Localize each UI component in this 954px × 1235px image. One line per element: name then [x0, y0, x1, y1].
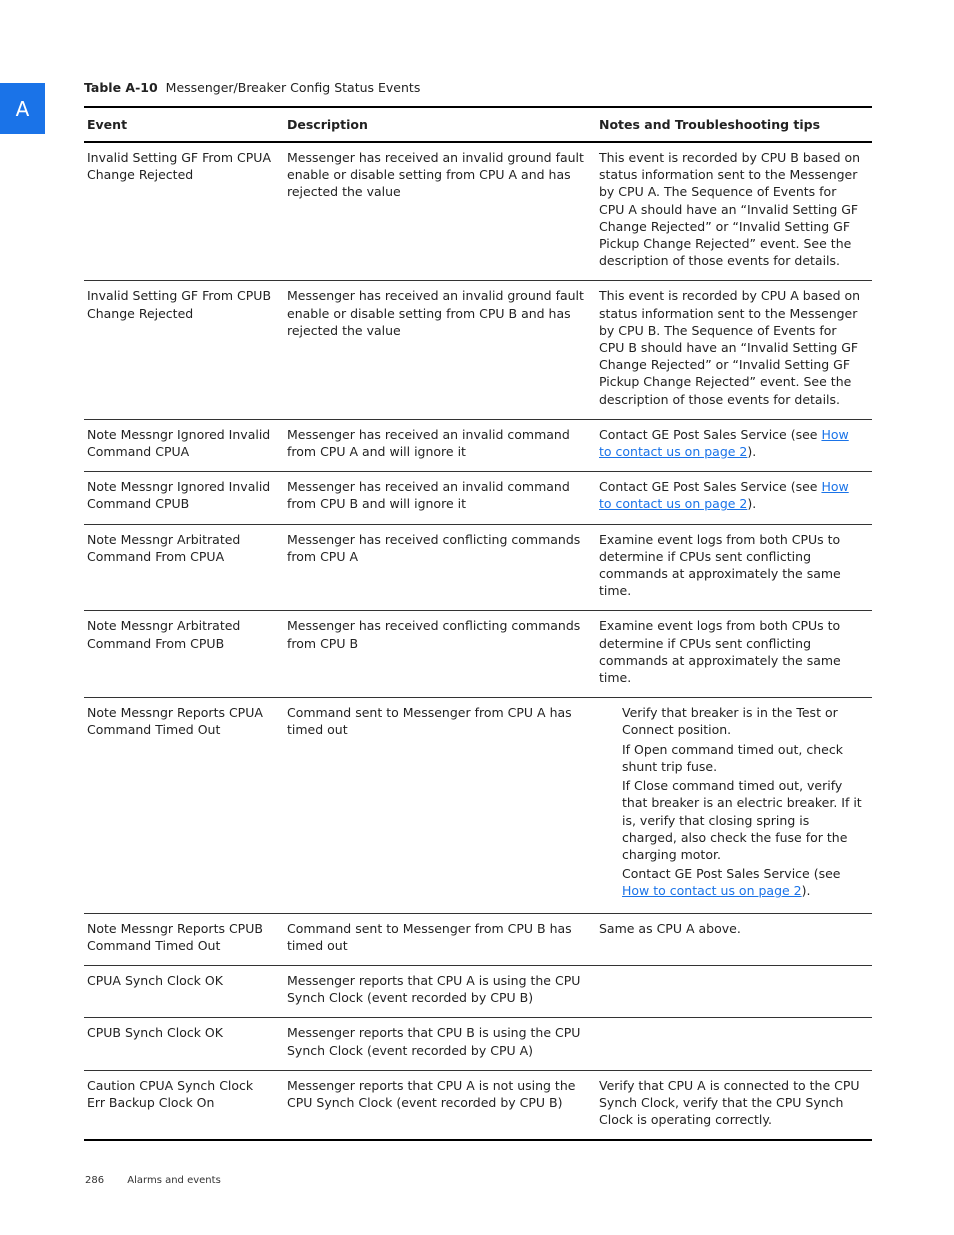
- events-table: [84, 106, 872, 1141]
- description-cell: Messenger has received conflicting commands from CPU A: [284, 524, 596, 611]
- notes-cell: [596, 1018, 872, 1070]
- tip-text: ).: [801, 883, 811, 899]
- table-row: [84, 472, 872, 524]
- notes-text: Contact GE Post Sales Service (see: [599, 426, 822, 442]
- table-row: [84, 419, 872, 471]
- tip-item: [622, 865, 862, 899]
- table-row: [84, 698, 872, 913]
- description-cell: Messenger reports that CPU B is using the CPU Synch Clock (event recorded by CPU A): [284, 1018, 596, 1070]
- description-cell: Messenger has received conflicting commands from CPU B: [284, 611, 596, 698]
- header-event: Event: [87, 117, 128, 132]
- notes-cell: [596, 698, 872, 913]
- notes-cell: This event is recorded by CPU A based on status information sent to the Messenger by CPU B. The Sequence of Events for CPU B should have an “Invalid Setting GF Change Rejected” or “Invalid Setting GF Pickup Change Rejected” event. See the description of those events for details.: [596, 281, 872, 419]
- contact-link[interactable]: How to contact us on page 2: [622, 883, 802, 899]
- notes-cell: Examine event logs from both CPUs to determine if CPUs sent conflicting commands at approximately the same time.: [596, 524, 872, 611]
- notes-cell: Same as CPU A above.: [596, 913, 872, 965]
- tip-item: If Open command timed out, check shunt trip fuse.: [622, 741, 843, 774]
- appendix-tab: A: [0, 83, 45, 134]
- notes-cell: Verify that CPU A is connected to the CPU Synch Clock, verify that the CPU Synch Clock is operating correctly.: [596, 1070, 872, 1140]
- table-caption-label: Table A-10: [84, 80, 158, 95]
- notes-text: ).: [747, 496, 757, 512]
- notes-cell: [596, 419, 872, 471]
- description-cell: Command sent to Messenger from CPU B has timed out: [284, 913, 596, 965]
- page-footer: [85, 1175, 221, 1186]
- description-cell: Messenger has received an invalid command from CPU A and will ignore it: [284, 419, 596, 471]
- event-cell: Note Messngr Reports CPUA Command Timed Out: [84, 698, 284, 913]
- table-row: [84, 913, 872, 965]
- event-cell: Note Messngr Ignored Invalid Command CPUB: [84, 472, 284, 524]
- notes-cell: This event is recorded by CPU B based on status information sent to the Messenger by CPU A. The Sequence of Events for CPU A should have an “Invalid Setting GF Change Rejected” or “Invalid Setting GF Pickup Change Rejected” event. See the description of those events for details.: [596, 142, 872, 281]
- notes-cell: Examine event logs from both CPUs to determine if CPUs sent conflicting commands at approximately the same time.: [596, 611, 872, 698]
- event-cell: Note Messngr Ignored Invalid Command CPUA: [84, 419, 284, 471]
- description-cell: Messenger has received an invalid ground fault enable or disable setting from CPU B and has rejected the value: [284, 281, 596, 419]
- event-cell: Note Messngr Arbitrated Command From CPUB: [84, 611, 284, 698]
- table-caption-title: Messenger/Breaker Config Status Events: [165, 80, 421, 95]
- contact-link[interactable]: How to contact us on page 2: [599, 479, 849, 512]
- table-caption: [84, 80, 420, 95]
- event-cell: Invalid Setting GF From CPUB Change Rejected: [84, 281, 284, 419]
- description-cell: Messenger reports that CPU A is using the CPU Synch Clock (event recorded by CPU B): [284, 965, 596, 1017]
- troubleshooting-tips-list: [599, 704, 862, 899]
- header-description: Description: [287, 117, 368, 132]
- page-number: 286: [85, 1175, 105, 1186]
- contact-link[interactable]: How to contact us on page 2: [599, 426, 849, 460]
- tip-item: Verify that breaker is in the Test or Connect position.: [622, 705, 838, 738]
- description-cell: Messenger has received an invalid ground fault enable or disable setting from CPU A and has rejected the value: [284, 142, 596, 281]
- table-row: [84, 142, 872, 281]
- event-cell: Invalid Setting GF From CPUA Change Rejected: [84, 142, 284, 281]
- event-cell: Note Messngr Reports CPUB Command Timed Out: [84, 913, 284, 965]
- description-cell: Messenger reports that CPU A is not using the CPU Synch Clock (event recorded by CPU B): [284, 1070, 596, 1140]
- table-row: [84, 281, 872, 419]
- description-cell: Command sent to Messenger from CPU A has timed out: [284, 698, 596, 913]
- event-cell: CPUA Synch Clock OK: [84, 965, 284, 1017]
- notes-text: Contact GE Post Sales Service (see: [599, 479, 822, 495]
- footer-section: Alarms and events: [127, 1175, 221, 1186]
- table-row: [84, 1070, 872, 1140]
- notes-text: ).: [747, 444, 757, 460]
- tip-text: Contact GE Post Sales Service (see: [622, 866, 841, 882]
- event-cell: CPUB Synch Clock OK: [84, 1018, 284, 1070]
- events-table-wrapper: [84, 106, 872, 1141]
- table-header-row: [84, 107, 872, 142]
- tip-item: If Close command timed out, verify that breaker is an electric breaker. If it is, verify that closing spring is charged, also check the fuse for the charging motor.: [622, 778, 862, 862]
- table-row: [84, 524, 872, 611]
- event-cell: Caution CPUA Synch Clock Err Backup Clock On: [84, 1070, 284, 1140]
- header-notes: Notes and Troubleshooting tips: [599, 117, 821, 132]
- notes-cell: [596, 965, 872, 1017]
- description-cell: Messenger has received an invalid command from CPU B and will ignore it: [284, 472, 596, 524]
- notes-cell: [596, 472, 872, 524]
- table-row: [84, 1018, 872, 1070]
- table-row: [84, 611, 872, 698]
- table-row: [84, 965, 872, 1017]
- event-cell: Note Messngr Arbitrated Command From CPUA: [84, 524, 284, 611]
